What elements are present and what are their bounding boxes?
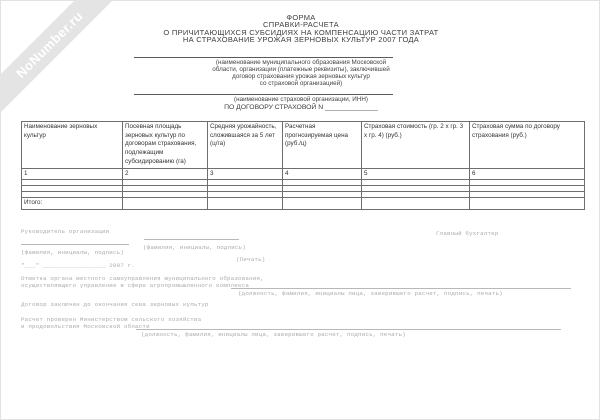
head-signature-caption: (фамилия, инициалы, подпись)	[143, 244, 247, 251]
org-caption-line-3: договор страхования урожая зерновых культур	[232, 73, 370, 80]
form-title	[1, 14, 600, 44]
municipal-note-line-2: осуществляющего управление в сфере агропромышленного комплекса	[21, 282, 250, 289]
org-caption-line-2: области, организации (платежные реквизиты), заключившей	[212, 66, 390, 73]
subsidy-table	[21, 121, 585, 210]
watermark-text: NoNumber.ru	[13, 8, 86, 81]
org-caption-line-4: со страховой организацией)	[259, 80, 343, 87]
org-caption-line-1: (наименование муниципального образования Московской	[215, 59, 387, 66]
certifier-line-2	[136, 322, 561, 330]
date-line: "___" _________________ 2007 г.	[21, 262, 136, 269]
form-title-line-1: ФОРМА	[286, 13, 316, 22]
insurer-block	[1, 96, 600, 112]
col-header-avg-yield: Средняя урожайность, сложившаяся за 5 лет (ц/га)	[208, 122, 283, 169]
head-of-org-label: Руководитель организации	[21, 228, 110, 235]
form-title-line-4: НА СТРАХОВАНИЕ УРОЖАЯ ЗЕРНОВЫХ КУЛЬТУР 2007 ГОДА	[182, 35, 420, 45]
stamp-note: (Печать)	[236, 256, 266, 263]
left-signature-line	[21, 234, 129, 245]
col-number-2: 2	[123, 168, 208, 179]
table-total-row	[22, 197, 585, 209]
table-header-row	[22, 122, 585, 169]
insurer-caption: (наименование страховой организации, ИНН)	[234, 96, 368, 103]
chief-accountant-label: Главный бухгалтер	[436, 230, 499, 237]
certifier-caption-2: (должность, фамилия, инициалы лица, заверившего расчет, подпись, печать)	[141, 331, 406, 338]
col-number-3: 3	[208, 168, 283, 179]
certifier-line-1	[231, 281, 571, 289]
col-number-5: 5	[362, 168, 470, 179]
organization-caption	[1, 59, 600, 87]
col-header-forecast-price: Расчетная прогнозируемая цена (руб./ц)	[283, 122, 362, 169]
left-signature-caption: (фамилия, инициалы, подпись)	[21, 249, 125, 256]
col-header-crop-name: Наименование зерновых культур	[22, 122, 123, 169]
contract-note: Договор заключен до окончания сева зерновых культур	[21, 301, 209, 308]
municipal-note-line-1: Отметка органа местного самоуправления муниципального образования,	[21, 275, 264, 282]
col-header-sown-area: Посевная площадь зерновых культур по договорам страхования, подлежащим субсидированию (га)	[123, 122, 208, 169]
contract-number-line: ПО ДОГОВОРУ СТРАХОВОЙ N ______________	[224, 104, 378, 111]
certifier-caption-1: (должность, фамилия, инициалы лица, заверившего расчет, подпись, печать)	[238, 290, 503, 297]
column-number-row	[22, 168, 585, 179]
ministry-note-line-1: Расчет проверен Министерством сельского хозяйства	[21, 316, 202, 323]
head-signature-line	[144, 229, 239, 240]
insurer-underline	[134, 94, 393, 95]
total-label: Итого:	[22, 197, 123, 209]
col-number-6: 6	[470, 168, 585, 179]
col-number-4: 4	[283, 168, 362, 179]
form-title-line-2: СПРАВКИ-РАСЧЕТА	[263, 20, 339, 30]
col-header-insured-value: Страховая стоимость (гр. 2 x гр. 3 x гр. 4) (руб.)	[362, 122, 470, 169]
col-number-1: 1	[22, 168, 123, 179]
organization-underline	[134, 57, 393, 58]
col-header-insured-sum: Страховая сумма по договору страхования (руб.)	[470, 122, 585, 169]
ministry-note-line-2: и продовольствия Московской области	[21, 323, 150, 330]
form-title-line-3: О ПРИЧИТАЮЩИХСЯ СУБСИДИЯХ НА КОМПЕНСАЦИЮ ЧАСТИ ЗАТРАТ	[163, 27, 439, 37]
